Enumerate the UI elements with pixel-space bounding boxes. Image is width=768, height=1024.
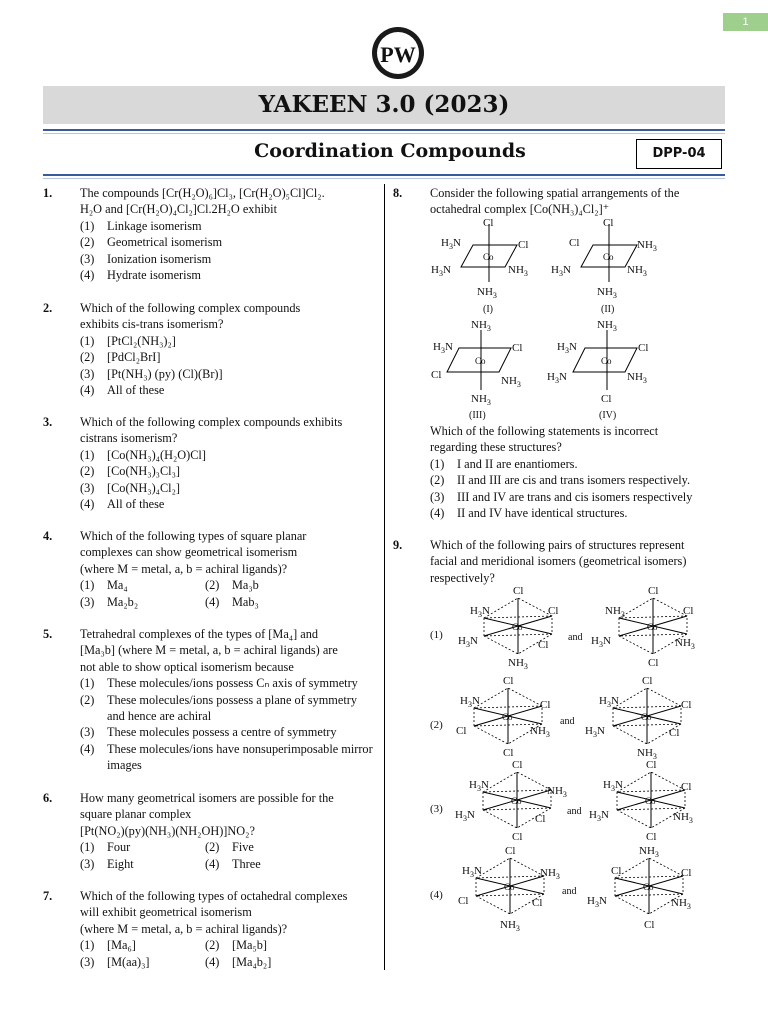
svg-text:Cl: Cl bbox=[535, 813, 546, 825]
svg-text:NH3: $NH_3$ bbox=[500, 919, 520, 932]
svg-text:H3N: $H_3N$ bbox=[585, 725, 605, 739]
structure-ii bbox=[551, 217, 657, 315]
column-divider bbox=[384, 184, 385, 970]
svg-text:H3N: $H_3N$ bbox=[470, 605, 490, 619]
svg-text:Cl: Cl bbox=[505, 845, 516, 857]
question-number: 3. bbox=[43, 415, 53, 429]
svg-text:NH3: $NH_3$ bbox=[508, 264, 528, 278]
chapter-title: Coordination Compounds bbox=[254, 140, 526, 162]
svg-text:H3N: $H_3N$ bbox=[458, 635, 478, 649]
question-text: [Pt(NO₂)(py)(NH₃)(NH₂OH)]NO₂? bbox=[80, 823, 255, 838]
svg-text:Cl: Cl bbox=[456, 725, 467, 737]
svg-text:Cl: Cl bbox=[532, 897, 543, 909]
option: (3) [Pt(NH₃) (py) (Cl)(Br)] bbox=[80, 366, 223, 381]
svg-text:Co: Co bbox=[647, 622, 658, 632]
option: (3) Ionization isomerism bbox=[80, 251, 212, 266]
svg-text:NH3: $NH_3$ bbox=[597, 286, 617, 300]
svg-text:NH3: $NH_3$ bbox=[530, 725, 550, 739]
svg-text:NH3: $NH_3$ bbox=[671, 897, 691, 911]
question-text: Which of the following complex compounds bbox=[80, 301, 301, 315]
svg-text:Cl: Cl bbox=[646, 759, 657, 771]
structure-iii bbox=[431, 319, 522, 421]
svg-text:NH3: $NH_3$ bbox=[501, 375, 521, 389]
option-label: (4) bbox=[430, 889, 443, 901]
svg-text:Co: Co bbox=[504, 882, 515, 892]
structure-i bbox=[431, 217, 528, 315]
question-text: Tetrahedral complexes of the types of [Ma₄] and bbox=[80, 627, 318, 641]
option: (2) These molecules/ions possess a plane of symmetry and hence are achiral bbox=[80, 692, 357, 724]
option: (4) Hydrate isomerism bbox=[80, 268, 201, 283]
svg-text:H3N: $H_3N$ bbox=[469, 779, 489, 793]
question-number: 9. bbox=[393, 538, 403, 552]
svg-text:Co: Co bbox=[502, 712, 513, 722]
svg-text:H3N: $H_3N$ bbox=[589, 809, 609, 823]
svg-text:Co: Co bbox=[512, 622, 523, 632]
question-text: H₂O and [Cr(H₂O)₄Cl₂]Cl.2H₂O exhibit bbox=[80, 202, 277, 217]
question-text: complexes can show geometrical isomerism bbox=[80, 545, 298, 560]
pw-logo bbox=[371, 26, 425, 80]
svg-text:Cl: Cl bbox=[681, 699, 692, 711]
question-text: facial and meridional isomers (geometrical isomers) bbox=[430, 554, 687, 569]
svg-text:Cl: Cl bbox=[483, 217, 494, 229]
svg-text:Cl: Cl bbox=[512, 831, 523, 843]
svg-text:Cl: Cl bbox=[518, 239, 529, 251]
question-text: Which of the following types of square planar bbox=[80, 529, 307, 543]
svg-text:H3N: $H_3N$ bbox=[599, 695, 619, 709]
svg-text:NH3: $NH_3$ bbox=[627, 264, 647, 278]
svg-text:and: and bbox=[568, 632, 583, 643]
option: (4) [Ma₄b₂] bbox=[205, 954, 272, 969]
svg-text:H3N: $H_3N$ bbox=[455, 809, 475, 823]
svg-text:Cl: Cl bbox=[648, 657, 659, 669]
option: (2) Ma₃b bbox=[205, 578, 259, 593]
option: (4) Mab₃ bbox=[205, 594, 259, 609]
question-text: The compounds [Cr(H₂O)₆]Cl₃, [Cr(H₂O)₅Cl]Cl₂. bbox=[80, 186, 325, 200]
q9-option-4 bbox=[430, 845, 691, 932]
svg-text:Cl: Cl bbox=[669, 727, 680, 739]
question-text: exhibits cis-trans isomerism? bbox=[80, 317, 224, 332]
option: (2) Five bbox=[205, 840, 254, 855]
question-text: (where M = metal, a, b = achiral ligands)? bbox=[80, 561, 288, 576]
svg-text:Cl: Cl bbox=[512, 342, 523, 354]
question-text: How many geometrical isomers are possible for the bbox=[80, 791, 334, 805]
svg-text:Cl: Cl bbox=[648, 585, 659, 597]
svg-text:H3N: $H_3N$ bbox=[431, 264, 451, 278]
question-text: Which of the following complex compounds exhibits bbox=[80, 415, 343, 429]
structure-label: (IV) bbox=[599, 410, 617, 421]
option: (4) All of these bbox=[80, 497, 165, 512]
svg-text:Cl: Cl bbox=[646, 831, 657, 843]
question-number: 8. bbox=[393, 186, 403, 200]
svg-text:Co: Co bbox=[601, 356, 612, 366]
svg-text:Co: Co bbox=[641, 712, 652, 722]
svg-text:Co: Co bbox=[483, 252, 494, 262]
structure-label: (II) bbox=[601, 304, 615, 315]
question-number: 6. bbox=[43, 791, 53, 805]
svg-text:Cl: Cl bbox=[548, 605, 559, 617]
svg-text:NH3: $NH_3$ bbox=[605, 605, 625, 619]
svg-text:Co: Co bbox=[603, 252, 614, 262]
svg-text:Co: Co bbox=[511, 796, 522, 806]
svg-text:NH3: $NH_3$ bbox=[639, 845, 659, 859]
option: (2) [Ma₅b] bbox=[205, 938, 268, 953]
structure-label: (I) bbox=[483, 304, 493, 315]
svg-text:Cl: Cl bbox=[601, 393, 612, 405]
svg-text:NH3: $NH_3$ bbox=[637, 239, 657, 253]
svg-text:Cl: Cl bbox=[503, 675, 514, 687]
option: (1) [PtCl₂(NH₃)₂] bbox=[80, 333, 176, 348]
option: (4) These molecules/ions have nonsuperimposable mirror images bbox=[80, 741, 373, 773]
option: (1) [Ma₆] bbox=[80, 938, 136, 953]
option: (1) [Co(NH₃)₄(H₂O)Cl] bbox=[80, 447, 206, 462]
svg-text:NH3: $NH_3$ bbox=[627, 371, 647, 385]
option: (3) [Co(NH₃)₄Cl₂] bbox=[80, 480, 180, 495]
question-text: regarding these structures? bbox=[430, 440, 562, 455]
option: (4) Three bbox=[205, 856, 261, 871]
svg-text:Cl: Cl bbox=[681, 867, 692, 879]
option: (2) II and III are cis and trans isomers respectively. bbox=[430, 473, 691, 488]
option: (4) II and IV have identical structures. bbox=[430, 506, 628, 521]
svg-text:NH3: $NH_3$ bbox=[673, 811, 693, 825]
svg-text:Cl: Cl bbox=[431, 369, 442, 381]
option: (3) These molecules possess a centre of symmetry bbox=[80, 725, 337, 740]
divider bbox=[43, 129, 725, 131]
question-text: cistrans isomerism? bbox=[80, 431, 178, 446]
question-number: 1. bbox=[43, 186, 53, 200]
question-text: not able to show optical isomerism because bbox=[80, 659, 294, 674]
question-text: Which of the following pairs of structures represent bbox=[430, 538, 685, 552]
option-label: (1) bbox=[430, 629, 443, 641]
svg-text:H3N: $H_3N$ bbox=[462, 865, 482, 879]
option: (2) Geometrical isomerism bbox=[80, 235, 223, 250]
question-text: Which of the following types of octahedral complexes bbox=[80, 889, 348, 903]
logo-text: PW bbox=[380, 42, 416, 67]
question-text: (where M = metal, a, b = achiral ligands)? bbox=[80, 921, 288, 936]
svg-text:H3N: $H_3N$ bbox=[557, 341, 577, 355]
svg-text:H3N: $H_3N$ bbox=[603, 779, 623, 793]
svg-text:H3N: $H_3N$ bbox=[460, 695, 480, 709]
option: (1) These molecules/ions possess Cₙ axis of symmetry bbox=[80, 676, 358, 691]
dpp-badge: DPP-04 bbox=[636, 139, 722, 169]
question-text: square planar complex bbox=[80, 807, 192, 822]
option-label: (2) bbox=[430, 719, 443, 731]
page-title: YAKEEN 3.0 (2023) bbox=[43, 86, 725, 124]
svg-text:Cl: Cl bbox=[512, 759, 523, 771]
q9-option-2 bbox=[430, 675, 691, 761]
question-text: [Ma₃b] (where M = metal, a, b = achiral ligands) are bbox=[80, 643, 338, 658]
svg-text:and: and bbox=[567, 806, 582, 817]
svg-text:H3N: $H_3N$ bbox=[547, 371, 567, 385]
question-number: 2. bbox=[43, 301, 53, 315]
svg-text:Cl: Cl bbox=[503, 747, 514, 759]
structure-label: (III) bbox=[469, 410, 486, 421]
svg-text:Cl: Cl bbox=[458, 895, 469, 907]
svg-text:NH3: $NH_3$ bbox=[471, 319, 491, 333]
q9-option-3 bbox=[430, 759, 693, 843]
svg-text:NH3: $NH_3$ bbox=[471, 393, 491, 407]
svg-text:Cl: Cl bbox=[611, 865, 622, 877]
question-text: respectively? bbox=[430, 570, 495, 585]
q9-structures bbox=[425, 584, 725, 932]
question-number: 5. bbox=[43, 627, 53, 641]
option: (1) I and II are enantiomers. bbox=[430, 456, 578, 471]
svg-text:H3N: $H_3N$ bbox=[591, 635, 611, 649]
svg-text:H3N: $H_3N$ bbox=[441, 237, 461, 251]
divider bbox=[43, 133, 725, 134]
option: (1) Four bbox=[80, 840, 131, 855]
svg-text:NH3: $NH_3$ bbox=[597, 319, 617, 333]
svg-text:Cl: Cl bbox=[540, 699, 551, 711]
svg-text:H3N: $H_3N$ bbox=[551, 264, 571, 278]
question-text: will exhibit geometrical isomerism bbox=[80, 905, 252, 920]
svg-text:Cl: Cl bbox=[683, 605, 694, 617]
divider bbox=[43, 178, 725, 179]
option: (2) [Co(NH₃)₃Cl₃] bbox=[80, 464, 180, 479]
divider bbox=[43, 174, 725, 176]
question-number: 7. bbox=[43, 889, 53, 903]
q9-option-1 bbox=[430, 585, 695, 671]
option: (3) Ma₂b₂ bbox=[80, 594, 139, 609]
svg-text:and: and bbox=[560, 716, 575, 727]
question-number: 4. bbox=[43, 529, 53, 543]
option: (3) Eight bbox=[80, 856, 134, 871]
option: (1) Ma₄ bbox=[80, 578, 128, 593]
option: (3) III and IV are trans and cis isomers respectively bbox=[430, 489, 693, 504]
q8-structures bbox=[425, 212, 725, 422]
svg-text:H3N: $H_3N$ bbox=[587, 895, 607, 909]
svg-text:Cl: Cl bbox=[603, 217, 614, 229]
svg-text:Cl: Cl bbox=[644, 919, 655, 931]
svg-text:Co: Co bbox=[475, 356, 486, 366]
question-text: Which of the following statements is incorrect bbox=[430, 424, 659, 438]
option-label: (3) bbox=[430, 803, 443, 815]
question-text: Consider the following spatial arrangements of the bbox=[430, 186, 680, 200]
svg-text:NH3: $NH_3$ bbox=[477, 286, 497, 300]
svg-text:Cl: Cl bbox=[681, 781, 692, 793]
option: (2) [PdCl₂BrI] bbox=[80, 350, 161, 365]
option: (4) All of these bbox=[80, 383, 165, 398]
svg-text:H3N: $H_3N$ bbox=[433, 341, 453, 355]
svg-text:NH3: $NH_3$ bbox=[675, 637, 695, 651]
svg-text:and: and bbox=[562, 886, 577, 897]
svg-text:Cl: Cl bbox=[638, 342, 649, 354]
svg-text:Cl: Cl bbox=[538, 639, 549, 651]
question-text: octahedral complex [Co(NH₃)₄Cl₂]⁺ bbox=[430, 202, 610, 217]
option: (3) [M(aa)₃] bbox=[80, 954, 150, 969]
svg-text:Cl: Cl bbox=[569, 237, 580, 249]
svg-text:Cl: Cl bbox=[513, 585, 524, 597]
svg-text:Co: Co bbox=[645, 796, 656, 806]
svg-text:NH3: $NH_3$ bbox=[540, 867, 560, 881]
structure-iv bbox=[547, 319, 648, 421]
svg-text:NH3: $NH_3$ bbox=[637, 747, 657, 761]
svg-text:NH3: $NH_3$ bbox=[508, 657, 528, 671]
option: (1) Linkage isomerism bbox=[80, 218, 202, 233]
page-number-badge: 1 bbox=[723, 13, 768, 31]
svg-text:NH3: $NH_3$ bbox=[547, 785, 567, 799]
svg-text:Cl: Cl bbox=[642, 675, 653, 687]
svg-text:Co: Co bbox=[643, 882, 654, 892]
